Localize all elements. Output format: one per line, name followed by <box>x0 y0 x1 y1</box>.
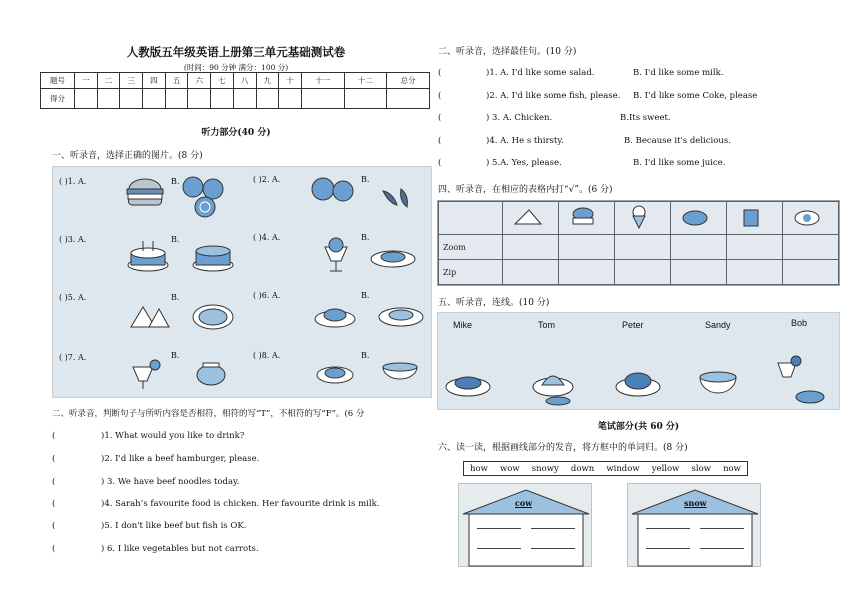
food-cell <box>615 202 671 235</box>
score-input[interactable] <box>211 89 234 109</box>
fish-plate-icon <box>379 308 423 326</box>
score-input[interactable] <box>344 89 387 109</box>
sandwich-icon <box>507 204 547 230</box>
option-b-text: B. I'd like some juice. <box>633 158 726 168</box>
score-input[interactable] <box>301 89 344 109</box>
answer-line[interactable] <box>477 528 521 529</box>
tick-cell[interactable] <box>671 260 727 285</box>
cake-icon <box>128 241 168 271</box>
tick-cell[interactable] <box>727 260 783 285</box>
food-cell <box>559 202 615 235</box>
word-item: down <box>570 463 595 474</box>
dessert-icon <box>533 376 573 405</box>
name-label: Tom <box>538 320 556 330</box>
row-label: Zoom <box>439 235 503 260</box>
option-b-text: B.Its sweet. <box>620 113 671 123</box>
score-cell: 总分 <box>387 73 430 89</box>
answer-paren[interactable]: ( <box>52 499 56 509</box>
name-label: Sandy <box>705 320 731 330</box>
hamburger-icon <box>563 204 603 230</box>
plate-icon <box>371 251 415 267</box>
option-b-label: B. <box>361 351 370 360</box>
score-cell: 十一 <box>301 73 344 89</box>
score-input[interactable] <box>233 89 256 109</box>
tick-cell[interactable] <box>783 235 839 260</box>
score-cell: 七 <box>211 73 234 89</box>
item-number: ( )5. A. <box>59 293 87 302</box>
dumpling-icon <box>131 307 169 327</box>
tick-cell[interactable] <box>727 235 783 260</box>
cup-icon <box>731 204 771 230</box>
drink-glass-icon <box>133 360 160 389</box>
score-cell: 三 <box>120 73 143 89</box>
option-b-label: B. <box>171 177 180 186</box>
tick-cell[interactable] <box>503 235 559 260</box>
noodle-bowl-icon <box>193 305 233 329</box>
option-b-label: B. <box>171 293 180 302</box>
hamburger-icon <box>127 179 163 205</box>
word-house-snow <box>627 483 761 567</box>
section3-title: 二、听录音，选择最佳句。(10 分) <box>438 47 577 57</box>
exam-info: (时间：90 分钟 满分：100 分) <box>183 63 289 72</box>
item-number: ( )6. A. <box>253 291 281 300</box>
tick-cell[interactable] <box>671 235 727 260</box>
section1-picture-panel <box>52 166 432 398</box>
answer-line[interactable] <box>646 548 690 549</box>
option-a-text: )1. A. I'd like some salad. <box>486 68 595 78</box>
score-cell: 题号 <box>41 73 75 89</box>
house-roof-icon <box>628 484 762 568</box>
statement-text: )1. What would you like to drink? <box>101 431 245 441</box>
score-table <box>40 72 430 109</box>
written-header: 笔试部分(共 60 分) <box>597 422 680 432</box>
listening-header: 听力部分(40 分) <box>201 128 271 138</box>
answer-line[interactable] <box>531 528 575 529</box>
tick-cell[interactable] <box>615 235 671 260</box>
score-cell: 十二 <box>344 73 387 89</box>
answer-paren[interactable]: ( <box>52 544 56 554</box>
score-input[interactable] <box>387 89 430 109</box>
ice-cream-icon <box>619 204 659 230</box>
score-input[interactable] <box>120 89 143 109</box>
tick-cell[interactable] <box>783 260 839 285</box>
option-b-label: B. <box>171 235 180 244</box>
answer-line[interactable] <box>700 528 744 529</box>
house-roof-icon <box>459 484 593 568</box>
answer-line[interactable] <box>477 548 521 549</box>
score-input[interactable] <box>75 89 98 109</box>
score-input[interactable] <box>279 89 302 109</box>
roast-chicken-icon <box>616 373 660 396</box>
option-b-label: B. <box>171 351 180 360</box>
answer-paren[interactable]: ( <box>438 158 442 168</box>
item-number: ( )8. A. <box>253 351 281 360</box>
matching-panel <box>437 312 840 410</box>
food-illustrations <box>53 167 432 398</box>
score-cell: 五 <box>165 73 188 89</box>
score-input[interactable] <box>188 89 211 109</box>
chili-pepper-icon <box>383 189 407 207</box>
option-b-text: B. Because it's delicious. <box>624 136 731 146</box>
option-a-text: )4. A. He s thirsty. <box>486 136 564 146</box>
fish-plate-icon <box>446 377 490 396</box>
salad-icon <box>675 204 715 230</box>
score-cell: 二 <box>97 73 120 89</box>
name-label: Mike <box>453 320 473 330</box>
option-a-text: )2. A. I'd like some fish, please. <box>486 91 621 101</box>
cake-icon <box>193 246 233 271</box>
statement-text: )2. I'd like a beef hamburger, please. <box>101 454 260 464</box>
answer-paren[interactable]: ( <box>52 477 56 487</box>
house-word: cow <box>515 498 533 508</box>
plate-icon <box>787 204 827 230</box>
option-a-text: ) 3. A. Chicken. <box>486 113 553 123</box>
section5-title: 五、听录音，连线。(10 分) <box>438 298 550 308</box>
tick-cell[interactable] <box>615 260 671 285</box>
answer-paren[interactable]: ( <box>52 431 56 441</box>
answer-paren[interactable]: ( <box>438 113 442 123</box>
ice-cream-icon <box>325 238 347 271</box>
oranges-icon <box>183 177 223 217</box>
item-number: ( )4. A. <box>253 233 281 242</box>
house-word: snow <box>684 498 707 508</box>
word-item: how <box>470 463 488 474</box>
score-cell: 六 <box>188 73 211 89</box>
row-label: Zip <box>439 260 503 285</box>
word-item: wow <box>500 463 520 474</box>
score-input[interactable] <box>97 89 120 109</box>
tick-table <box>437 200 840 286</box>
answer-paren[interactable]: ( <box>52 454 56 464</box>
plate-icon <box>317 367 353 383</box>
option-b-label: B. <box>361 175 370 184</box>
word-house-cow <box>458 483 592 567</box>
teapot-icon <box>197 363 225 385</box>
answer-paren[interactable]: ( <box>438 136 442 146</box>
score-cell: 八 <box>233 73 256 89</box>
item-number: ( )7. A. <box>59 353 87 362</box>
section2-title: 二、听录音，判断句子与所听内容是否相符，相符的写“T”，不相符的写“F”。(6 分 <box>52 409 365 419</box>
tick-cell[interactable] <box>559 260 615 285</box>
soup-bowl-icon <box>383 363 417 379</box>
statement-text: )5. I don't like beef but fish is OK. <box>101 521 247 531</box>
score-cell: 得分 <box>41 89 75 109</box>
section6-title: 六、读一读，根据画线部分的发音，将方框中的单词归。(8 分) <box>438 443 688 453</box>
soup-bowl-icon <box>700 372 736 393</box>
food-cell <box>727 202 783 235</box>
statement-text: ) 3. We have beef noodles today. <box>101 477 240 487</box>
statement-text: )4. Sarah’s favourite food is chicken. Her favourite drink is milk. <box>101 499 380 509</box>
option-b-label: B. <box>361 291 370 300</box>
food-cell <box>671 202 727 235</box>
item-number: ( )2. A. <box>253 175 281 184</box>
answer-line[interactable] <box>531 548 575 549</box>
section4-title: 四、听录音，在相应的表格内打“√”。(6 分) <box>438 185 613 195</box>
fish-plate-icon <box>315 309 355 327</box>
word-item: slow <box>691 463 711 474</box>
item-number: ( )1. A. <box>59 177 87 186</box>
answer-paren[interactable]: ( <box>438 68 442 78</box>
name-label: Peter <box>622 320 644 330</box>
page-title: 人教版五年级英语上册第三单元基础测试卷 <box>126 45 346 59</box>
score-cell: 一 <box>75 73 98 89</box>
word-item: now <box>723 463 741 474</box>
tick-cell[interactable] <box>559 235 615 260</box>
corner-cell <box>439 202 503 235</box>
matching-food-illustrations <box>438 313 840 410</box>
oranges-icon <box>312 178 353 201</box>
item-number: ( )3. A. <box>59 235 87 244</box>
option-b-text: B. I'd like some milk. <box>633 68 724 78</box>
answer-line[interactable] <box>700 548 744 549</box>
option-b-text: B. I’d like some Coke, please <box>633 91 758 101</box>
food-cell <box>503 202 559 235</box>
food-cell <box>783 202 839 235</box>
score-input[interactable] <box>143 89 166 109</box>
answer-paren[interactable]: ( <box>52 521 56 531</box>
score-input[interactable] <box>165 89 188 109</box>
word-item: yellow <box>651 463 680 474</box>
word-box <box>463 461 748 476</box>
section1-title: 一、听录音，选择正确的图片。(8 分) <box>52 151 203 161</box>
score-input[interactable] <box>256 89 279 109</box>
statement-text: ) 6. I like vegetables but not carrots. <box>101 544 259 554</box>
answer-line[interactable] <box>646 528 690 529</box>
answer-paren[interactable]: ( <box>438 91 442 101</box>
option-a-text: ) 5.A. Yes, please. <box>486 158 562 168</box>
score-cell: 四 <box>143 73 166 89</box>
option-b-label: B. <box>361 233 370 242</box>
word-item: snowy <box>531 463 559 474</box>
drink-and-hamburger-icon <box>778 356 824 403</box>
score-cell: 十 <box>279 73 302 89</box>
score-cell: 九 <box>256 73 279 89</box>
tick-cell[interactable] <box>503 260 559 285</box>
name-label: Bob <box>791 318 808 328</box>
word-item: window <box>606 463 640 474</box>
